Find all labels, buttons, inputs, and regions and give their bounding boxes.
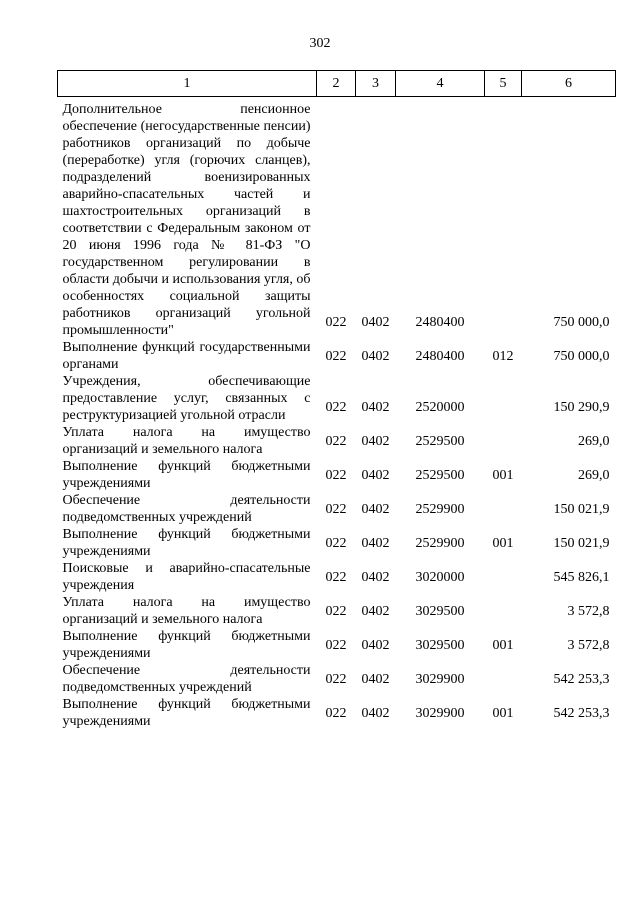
row-article-code: 3029500 [415,638,465,653]
row-name-cell: Обеспечение деятельности подведомственных учреждений [62,493,311,525]
row-ministry-code: 022 [325,400,347,415]
row-expense-type-code [485,424,522,458]
row-expense-type-code [485,97,522,340]
row-ministry-code: 022 [325,349,347,364]
row-expense-type-code: 001 [492,706,514,721]
row-section-code: 0402 [361,502,390,517]
row-amount: 269,0 [578,434,610,449]
budget-table [57,70,616,730]
row-name-cell: Поисковые и аварийно-спасательные учреждения [62,561,311,593]
row-ministry-code: 022 [325,502,347,517]
row-ministry-code: 022 [325,638,347,653]
row-section-code: 0402 [361,672,390,687]
row-name-cell: Выполнение функций бюджетными учреждениями [62,697,311,729]
row-expense-type-code [485,373,522,424]
row-article-code: 3029900 [415,672,465,687]
row-ministry-code: 022 [325,672,347,687]
row-section-code: 0402 [361,604,390,619]
row-amount: 3 572,8 [567,638,610,653]
table-row [58,97,616,340]
row-article-code: 2480400 [415,349,465,364]
row-ministry-code: 022 [325,706,347,721]
row-section-code: 0402 [361,468,390,483]
table-row [58,458,616,492]
row-article-code: 3029500 [415,604,465,619]
row-name-cell: Обеспечение деятельности подведомственных учреждений [62,663,311,695]
table-row [58,696,616,730]
row-expense-type-code [485,560,522,594]
table-row [58,526,616,560]
row-amount: 750 000,0 [553,315,610,330]
header-row [58,71,616,97]
row-section-code: 0402 [361,349,390,364]
row-amount: 150 290,9 [553,400,610,415]
row-expense-type-code [485,492,522,526]
row-name-cell: Выполнение функций бюджетными учреждениями [62,527,311,559]
row-name-cell: Выполнение функций бюджетными учреждениями [62,629,311,661]
page-number: 302 [309,36,331,51]
row-article-code: 2520000 [415,400,465,415]
row-name-cell: Дополнительное пенсионное обеспечение (негосударственные пенсии) работников организаций по добыче (переработке) угля (горючих сланцев), подразделений военизированных аварийно-спасательных частей и шахтостроительных организаций в соответствии с Федеральным законом от 20 июня 1996 года № 81-ФЗ "О государственном регулировании в области добычи и использования угля, об особенностях социальной защиты работников организаций угольной промышленности" [62,102,311,338]
row-expense-type-code: 012 [492,349,514,364]
header-col-5: 5 [485,71,522,97]
table-row [58,339,616,373]
row-article-code: 2529500 [415,434,465,449]
row-article-code: 2529900 [415,502,465,517]
row-expense-type-code: 001 [492,468,514,483]
row-amount: 542 253,3 [553,672,610,687]
row-section-code: 0402 [361,536,390,551]
table-row [58,492,616,526]
row-name-cell: Уплата налога на имущество организаций и земельного налога [62,425,311,457]
row-expense-type-code: 001 [492,638,514,653]
row-amount: 3 572,8 [567,604,610,619]
row-section-code: 0402 [361,706,390,721]
table-row [58,373,616,424]
row-amount: 542 253,3 [553,706,610,721]
row-amount: 545 826,1 [553,570,610,585]
row-ministry-code: 022 [325,536,347,551]
row-name-cell: Выполнение функций бюджетными учреждениями [62,459,311,491]
header-col-3: 3 [356,71,396,97]
row-amount: 750 000,0 [553,349,610,364]
row-ministry-code: 022 [325,570,347,585]
row-amount: 150 021,9 [553,502,610,517]
row-name-cell: Уплата налога на имущество организаций и земельного налога [62,595,311,627]
row-article-code: 2480400 [415,315,465,330]
row-expense-type-code [485,662,522,696]
row-name-cell: Учреждения, обеспечивающие предоставление услуг, связанных с реструктуризацией угольной отрасли [62,374,311,423]
table-row [58,594,616,628]
table-row [58,628,616,662]
row-section-code: 0402 [361,434,390,449]
row-amount: 269,0 [578,468,610,483]
row-amount: 150 021,9 [553,536,610,551]
row-expense-type-code: 001 [492,536,514,551]
table-body [58,97,616,731]
header-col-6: 6 [522,71,616,97]
row-section-code: 0402 [361,400,390,415]
header-col-2: 2 [317,71,356,97]
row-expense-type-code [485,594,522,628]
header-col-4: 4 [396,71,485,97]
row-section-code: 0402 [361,570,390,585]
row-article-code: 2529500 [415,468,465,483]
row-article-code: 2529900 [415,536,465,551]
row-article-code: 3020000 [415,570,465,585]
row-name-cell: Выполнение функций государственными органами [62,340,311,372]
table-row [58,560,616,594]
row-ministry-code: 022 [325,315,347,330]
table-header [58,71,616,97]
row-section-code: 0402 [361,638,390,653]
header-col-1: 1 [58,71,317,97]
table-row [58,424,616,458]
row-article-code: 3029900 [415,706,465,721]
row-ministry-code: 022 [325,604,347,619]
row-ministry-code: 022 [325,434,347,449]
row-section-code: 0402 [361,315,390,330]
table-row [58,662,616,696]
row-ministry-code: 022 [325,468,347,483]
